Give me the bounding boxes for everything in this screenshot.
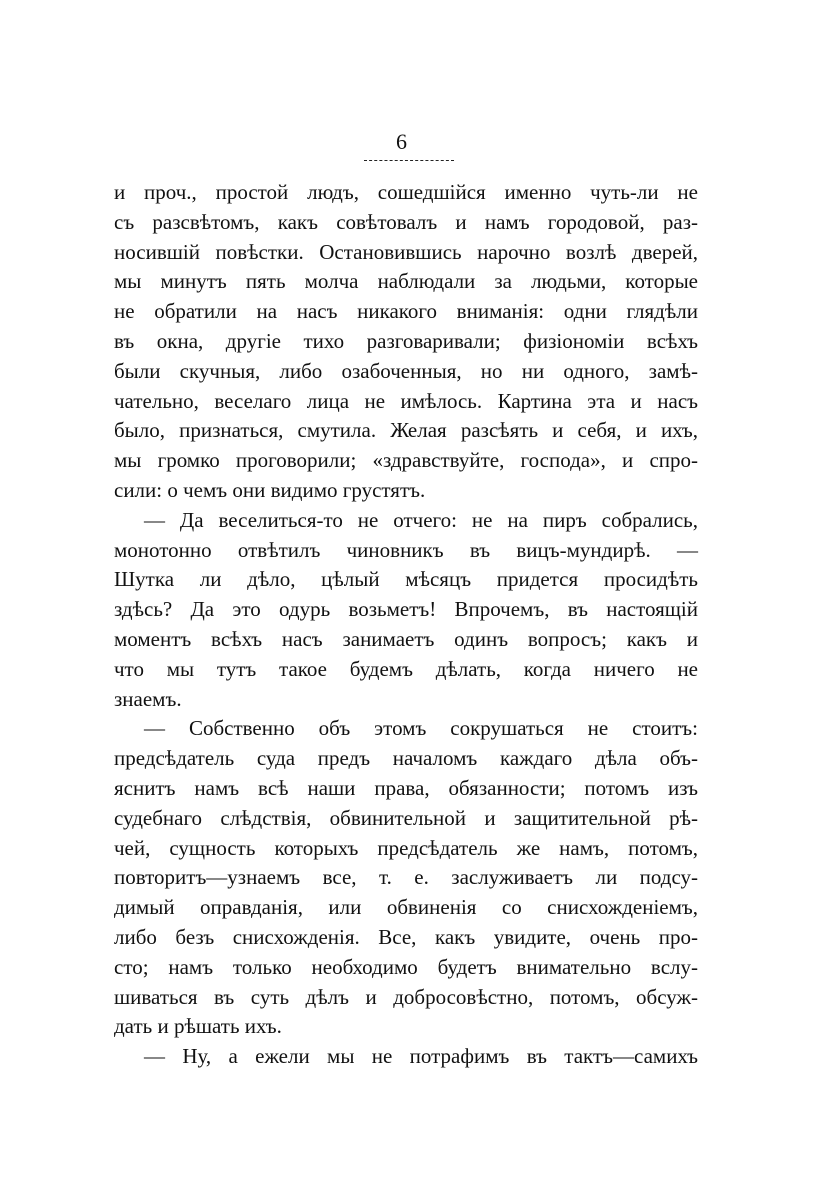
text-line: димый оправданія, или обвиненія со снисхожденіемъ, [114, 895, 698, 920]
text-line: шиваться въ суть дѣлъ и добросовѣстно, потомъ, обсуж- [114, 984, 698, 1009]
text-line: чательно, веселаго лица не имѣлось. Картина эта и насъ [114, 388, 698, 413]
text-line: чей, сущность которыхъ предсѣдатель же намъ, потомъ, [114, 835, 698, 860]
text-line: сто; намъ только необходимо будетъ внимательно вслу- [114, 954, 698, 979]
text-line: яснитъ намъ всѣ наши права, обязанности; потомъ изъ [114, 775, 698, 800]
text-line: либо безъ снисхожденія. Все, какъ увидите, очень про- [114, 924, 698, 949]
text-line: въ окна, другіе тихо разговаривали; физіономіи всѣхъ [114, 328, 698, 353]
body-text [114, 178, 698, 1072]
text-line: здѣсь? Да это одурь возьметъ! Впрочемъ, въ настоящій [114, 597, 698, 622]
text-line: мы минутъ пять молча наблюдали за людьми, которые [114, 269, 698, 294]
text-line: носившій повѣстки. Остановившись нарочно возлѣ дверей, [114, 239, 698, 264]
text-line: были скучныя, либо озабоченныя, но ни одного, замѣ- [114, 358, 698, 383]
text-line: — Собственно объ этомъ сокрушаться не стоитъ: [144, 716, 698, 741]
text-line: было, признаться, смутила. Желая разсѣять и себя, и ихъ, [114, 418, 698, 443]
text-line: съ разсвѣтомъ, какъ совѣтовалъ и намъ городовой, раз- [114, 209, 698, 234]
text-line: не обратили на насъ никакого вниманія: одни глядѣли [114, 299, 698, 324]
text-line: повторитъ—узнаемъ все, т. е. заслуживаетъ ли подсу- [114, 865, 698, 890]
header-rule [364, 160, 454, 161]
text-line: сили: о чемъ они видимо грустятъ. [114, 477, 426, 502]
text-line: и проч., простой людъ, сошедшійся именно чуть-ли не [114, 180, 698, 204]
text-line: дать и рѣшать ихъ. [114, 1014, 282, 1039]
text-line: моментъ всѣхъ насъ занимаетъ одинъ вопросъ; какъ и [114, 626, 698, 651]
text-line: — Ну, а ежели мы не потрафимъ въ тактъ—самихъ [144, 1044, 698, 1069]
text-line: монотонно отвѣтилъ чиновникъ въ вицъ-мундирѣ. — [114, 537, 698, 562]
text-line: что мы тутъ такое будемъ дѣлать, когда ничего не [114, 656, 698, 681]
text-line: судебнаго слѣдствія, обвинительной и защитительной рѣ- [114, 805, 698, 830]
text-line: — Да веселиться-то не отчего: не на пиръ собрались, [144, 507, 698, 532]
text-line: мы громко проговорили; «здравствуйте, господа», и спро- [114, 448, 698, 473]
page-number: 6 [396, 129, 407, 154]
text-line: знаемъ. [114, 686, 182, 711]
text-line: Шутка ли дѣло, цѣлый мѣсяцъ придется просидѣть [114, 567, 698, 592]
text-line: предсѣдатель суда предъ началомъ каждаго дѣла объ- [114, 746, 698, 771]
